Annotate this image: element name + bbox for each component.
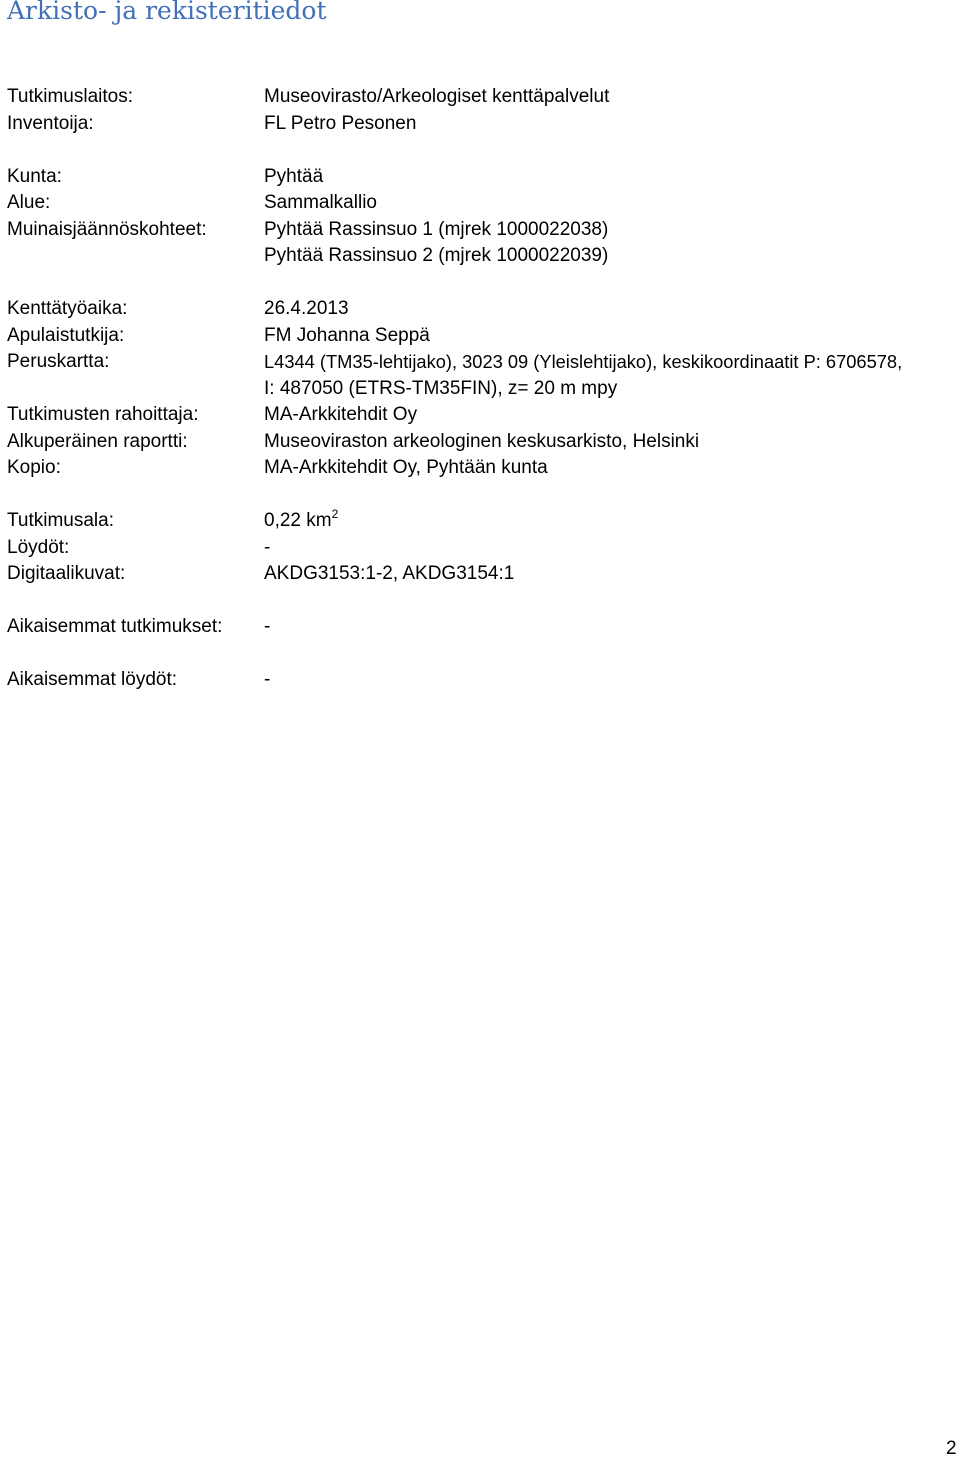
rahoittaja-value: MA-Arkkitehdit Oy [264, 404, 418, 425]
inventoija-value: FL Petro Pesonen [264, 113, 417, 134]
digitaalikuvat-label: Digitaalikuvat: [7, 563, 126, 584]
muinaisjaannoskohteet-value-1: Pyhtää Rassinsuo 1 (mjrek 1000022038) [264, 219, 609, 240]
muinaisjaannoskohteet-value-2: Pyhtää Rassinsuo 2 (mjrek 1000022039) [264, 245, 609, 266]
kunta-label: Kunta: [7, 166, 62, 187]
kenttatyoaika-label: Kenttätyöaika: [7, 298, 128, 319]
alue-label: Alue: [7, 192, 51, 213]
peruskartta-label: Peruskartta: [7, 351, 110, 372]
kunta-value: Pyhtää [264, 166, 324, 187]
kopio-label: Kopio: [7, 457, 61, 478]
peruskartta-value-1: L4344 (TM35-lehtijako), 3023 09 (Yleislehtijako), keskikoordinaatit P: 6706578, [264, 351, 903, 372]
tutkimusala-label: Tutkimusala: [7, 510, 114, 531]
apulaistutkija-label: Apulaistutkija: [7, 325, 125, 346]
rahoittaja-label: Tutkimusten rahoittaja: [7, 404, 199, 425]
digitaalikuvat-value: AKDG3153:1-2, AKDG3154:1 [264, 563, 515, 584]
aikaisemmat-loydot-label: Aikaisemmat löydöt: [7, 669, 178, 690]
apulaistutkija-value: FM Johanna Seppä [264, 325, 430, 346]
aikaisemmat-tutkimukset-value: - [264, 616, 271, 637]
alkuperainen-raportti-label: Alkuperäinen raportti: [7, 431, 188, 452]
page-title: Arkisto- ja rekisteritiedot [7, 0, 327, 25]
peruskartta-value-2: I: 487050 (ETRS-TM35FIN), z= 20 m mpy [264, 378, 618, 399]
tutkimusala-value [264, 508, 338, 535]
loydot-label: Löydöt: [7, 537, 70, 558]
aikaisemmat-tutkimukset-label: Aikaisemmat tutkimukset: [7, 616, 223, 637]
tutkimusala-superscript: 2 [331, 507, 339, 521]
page-number: 2 [946, 1438, 957, 1459]
tutkimuslaitos-label: Tutkimuslaitos: [7, 86, 133, 107]
loydot-value: - [264, 537, 271, 558]
tutkimuslaitos-value: Museovirasto/Arkeologiset kenttäpalvelut [264, 86, 610, 107]
muinaisjaannoskohteet-label: Muinaisjäännöskohteet: [7, 219, 207, 240]
tutkimusala-amount: 0,22 km [264, 510, 332, 531]
inventoija-label: Inventoija: [7, 113, 94, 134]
alkuperainen-raportti-value: Museoviraston arkeologinen keskusarkisto, Helsinki [264, 431, 700, 452]
kenttatyoaika-value: 26.4.2013 [264, 298, 349, 319]
kopio-value: MA-Arkkitehdit Oy, Pyhtään kunta [264, 457, 548, 478]
aikaisemmat-loydot-value: - [264, 669, 271, 690]
alue-value: Sammalkallio [264, 192, 377, 213]
